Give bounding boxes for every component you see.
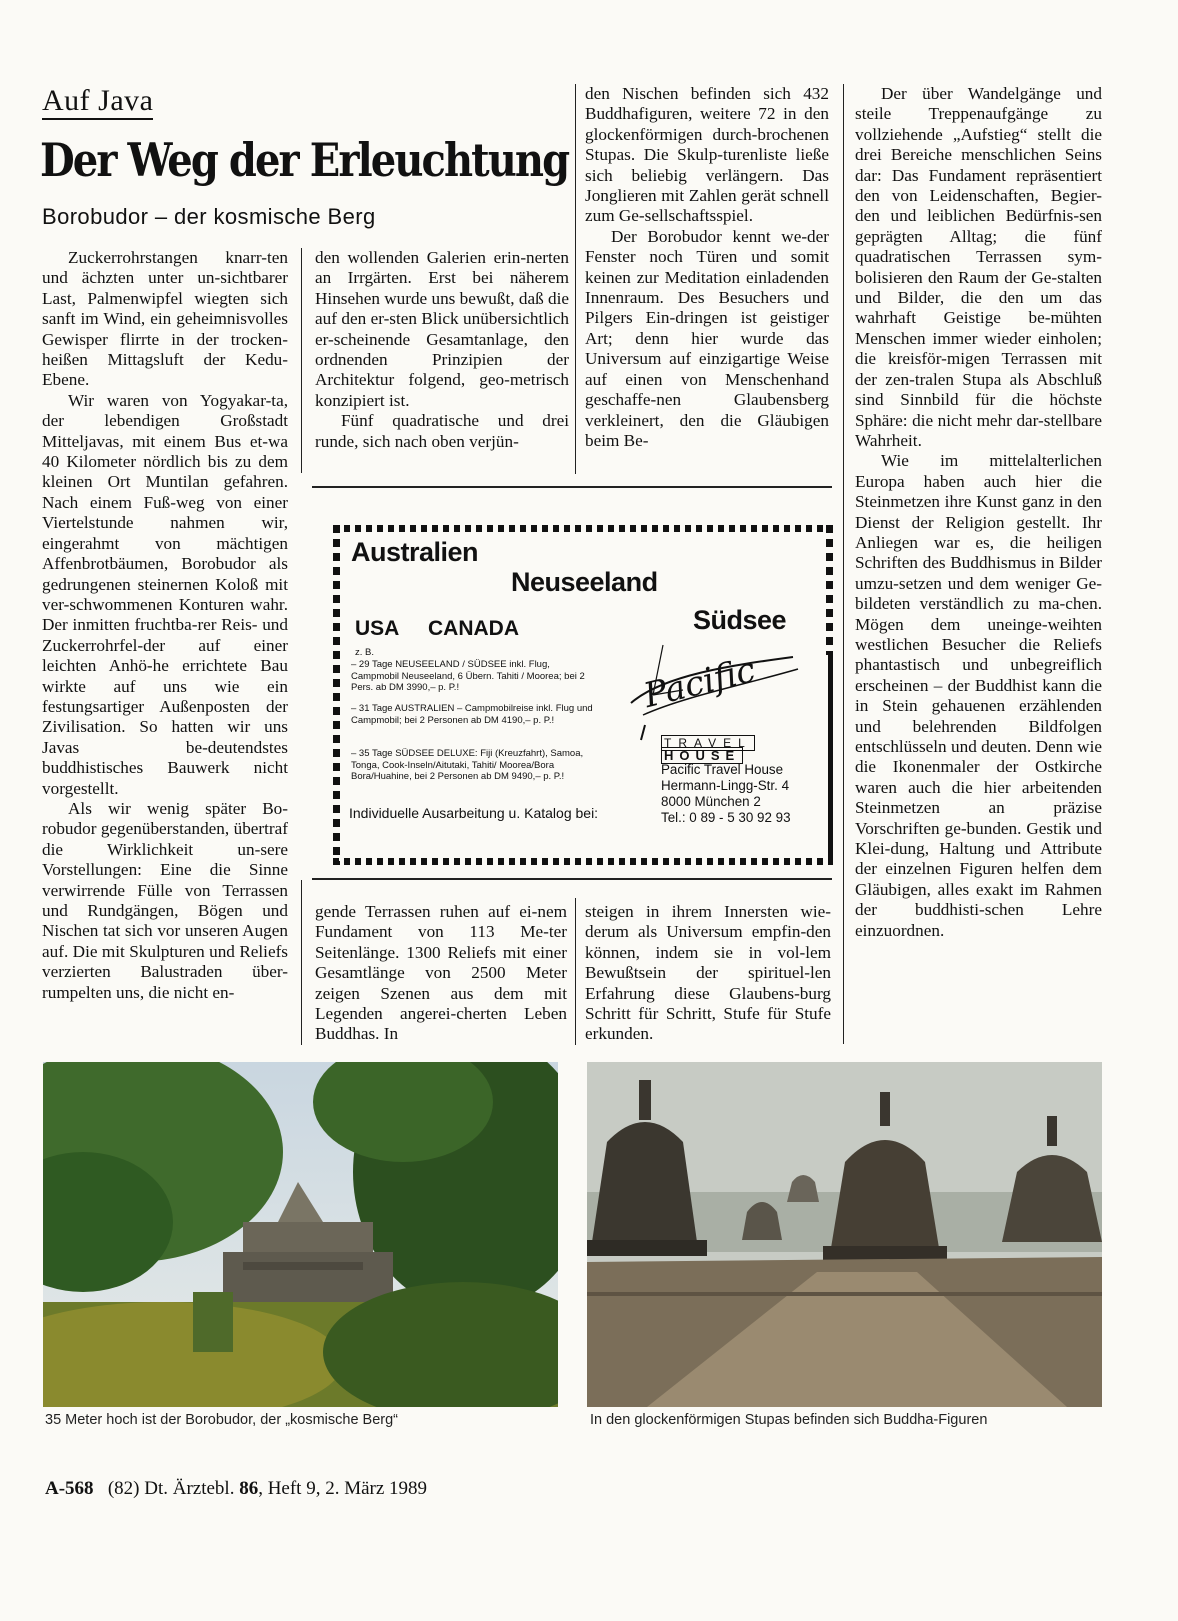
paragraph: den wollenden Galerien erin-nerten an Irrgärten. Erst bei näherem Hinsehen wurde uns bewußt, daß die auf den er-sten Blick unübersichtlich er-scheinende Gesamtanlage, den ordnenden Prinzipien der Architektur folgend, geo-metrisch konzipiert ist. xyxy=(315,248,569,410)
ad-border-left xyxy=(333,525,340,865)
headline: Der Weg der Erleuchtung xyxy=(40,133,569,187)
photo-borobudor-jungle xyxy=(43,1062,558,1407)
column-1 xyxy=(42,248,288,1048)
ad-destination-usa: USA xyxy=(355,617,400,640)
paragraph: Als wir wenig später Bo-robudor gegenüberstanden, übertraf die Wirklichkeit un-sere Vorstellungen: Eine die Sinne verwirrende Fülle von Terrassen und Rundgängen, Bögen und Nischen tat sich vor unseren Augen auf. Die mit Skulpturen und Reliefs verzierten Balustraden über-rumpelten uns, die nicht en- xyxy=(42,798,288,1002)
ad-zb: z. B. xyxy=(355,647,375,658)
paragraph: Der Borobudor kennt we-der Fenster noch Türen und somit keinen zur Meditation einladenden Innenraum. Des Besuchers und Pilgers Ein-dringen ist geistiger Art; denn hier wurde das Universum auf einzigartige Weise auf einen von Menschenhand geschaffe-nen Glaubensberg verkleinert, den die Gläubigen beim Be- xyxy=(585,226,829,450)
subheadline: Borobudor – der kosmische Berg xyxy=(42,204,376,229)
pacific-travel-house-logo xyxy=(623,635,803,745)
paragraph: Wie im mittelalterlichen Europa haben auch hier die Steinmetzen ihre Kunst ganz in den Dienst der Religion gestellt. Ihr Anliegen war es, die heiligen Schriften des Buddhismus in Bilder umzu-setzen und dem weniger Ge-bildeten verständlich zu ma-chen. Mögen dem uneinge-weihten westlichen Besucher die Reliefs phantastisch und unbegreiflich erscheinen – der Buddhist kann die in Stein gehauenen erzählenden und belehrenden Bildfolgen entschlüsseln und deuten. Denn wie die Ikonenmaler der Ostkirche waren auch die hier arbeitenden Steinmetzen an präzise Vorschriften ge-bunden. Gestik und Klei-dung, Haltung und Attribute der einzelnen Figuren helfen dem Gläubigen, alles exakt im Rahmen der buddhisti-schen Lehre einzuordnen. xyxy=(855,451,1102,940)
column-divider xyxy=(301,880,302,1045)
paragraph: Zuckerrohrstangen knarr-ten und ächzten unter un-sichtbarer Last, Palmenwipfel wiegten sich sanft im Wind, ein geheimnisvolles Gewisper flirrte in der trocken-heißen Mittagsluft der Kedu-Ebene. xyxy=(42,248,288,390)
logo-travel-text: TRAVEL xyxy=(661,735,755,751)
citation-post: , Heft 9, 2. März 1989 xyxy=(258,1478,428,1499)
logo-script-text: Pacific xyxy=(639,649,760,717)
borobudor-jungle-image-icon xyxy=(43,1062,558,1407)
ad-offer-2: – 31 Tage AUSTRALIEN – Campmobilreise inkl. Flug und Campmobil; bei 2 Personen ab DM 4190,– p. P.! xyxy=(351,703,593,726)
ad-border-bottom xyxy=(333,858,833,865)
ad-destination-suedsee: Südsee xyxy=(693,605,787,635)
column-3-top xyxy=(585,84,829,476)
ad-address-phone: Tel.: 0 89 - 5 30 92 93 xyxy=(661,810,791,825)
page-footer xyxy=(45,1478,427,1500)
ad-address-city: 8000 München 2 xyxy=(661,794,761,809)
column-2-top xyxy=(315,248,569,473)
travel-advertisement xyxy=(333,525,833,865)
paragraph: Fünf quadratische und drei runde, sich nach oben verjün- xyxy=(315,411,569,451)
logo-house-text: HOUSE xyxy=(661,747,743,764)
stupas-image-icon xyxy=(587,1062,1102,1407)
column-divider xyxy=(301,248,302,473)
ad-destination-australien: Australien xyxy=(351,537,479,567)
ad-border-right xyxy=(826,525,833,655)
ad-address-street: Hermann-Lingg-Str. 4 xyxy=(661,778,790,793)
paragraph: gende Terrassen ruhen auf ei-nem Fundament von 113 Me-ter Seitenlänge. 1300 Reliefs mit einer Gesamtlänge von 2500 Meter zeigen Szenen aus dem mit Legenden angerei-cherten Leben Buddhas. In xyxy=(315,902,567,1044)
ad-destination-neuseeland: Neuseeland xyxy=(511,567,658,597)
column-4 xyxy=(855,84,1102,1044)
ad-destination-canada: CANADA xyxy=(428,617,519,640)
caption-right: In den glockenförmigen Stupas befinden sich Buddha-Figuren xyxy=(590,1412,988,1428)
ad-footer-text: Individuelle Ausarbeitung u. Katalog bei: xyxy=(349,805,599,821)
paragraph: Der über Wandelgänge und steile Treppenaufgänge zu vollziehende „Aufstieg“ stellt die drei Bereiche menschlichen Seins dar: Das Fundament repräsentiert den von Leidenschaften, Begier-den und leiblichen Bedürfnis-sen geprägten Alltag; die fünf quadratischen Terrassen sym-bolisieren den Raum der Ge-stalten und Bilder, die den um das wahrhaft Geistige be-mühten Menschen immer wieder einholen; die kreisför-migen Terrassen mit der zen-tralen Stupa als Abschluß sind Sinnbild für die höchste Sphäre: die nicht mehr dar-stellbare Wahrheit. xyxy=(855,84,1102,450)
ad-border-top xyxy=(333,525,833,532)
column-divider xyxy=(575,84,576,474)
ad-offer-1: – 29 Tage NEUSEELAND / SÜDSEE inkl. Flug, Campmobil Neuseeland, 6 Übern. Tahiti / Moorea; bei 2 Pers. ab DM 3990,– p. P.! xyxy=(351,659,585,693)
column-3-bottom xyxy=(585,902,831,1044)
paragraph: steigen in ihrem Innersten wie-derum als Universum empfin-den können, indem sie in vol-lem Bewußtsein der spirituel-len Erfahrung diese Glaubens-burg Schritt für Schritt, Stufe für Stufe erkunden. xyxy=(585,902,831,1044)
paragraph: den Nischen befinden sich 432 Buddhafiguren, weitere 72 in den glockenförmigen durch-brochenen Stupas. Die Skulp-turenliste ließe sich beliebig verlängern. Das Jonglieren mit Zahlen gerät schnell zum Ge-sellschaftsspiel. xyxy=(585,84,829,226)
column-2-bottom xyxy=(315,902,567,1044)
paragraph: Wir waren von Yogyakar-ta, der lebendigen Großstadt Mitteljavas, mit einem Bus et-wa 40 Kilometer nördlich bis zu dem kleinen Ort Muntilan gefahren. Nach einem Fuß-weg von einer Viertelstunde nahmen wir, eingerahmt von mächtigen Affenbrotbäumen, Borobudor als gedrungenen steinernen Koloß mit ver-schwommenen Konturen wahr. Der inmitten fruchtba-rer Reis- und Zuckerrohrfel-der auf einer leichten Anhö-he errichtete Bau wirkte auf uns wie ein festungsartiger Außenposten der Zivilisation. So hatten wir uns Javas be-deutendstes buddhistisches Bauwerk nicht vorgestellt. xyxy=(42,390,288,798)
ad-rule-top xyxy=(312,486,832,488)
ad-address-name: Pacific Travel House xyxy=(661,762,784,777)
citation-pre: (82) Dt. Ärztebl. xyxy=(107,1478,235,1499)
volume: 86 xyxy=(239,1478,259,1499)
caption-left: 35 Meter hoch ist der Borobudor, der „kosmische Berg“ xyxy=(45,1412,398,1428)
ad-border-right-solid xyxy=(828,655,833,865)
column-divider xyxy=(575,898,576,1045)
photo-stupas xyxy=(587,1062,1102,1407)
kicker: Auf Java xyxy=(42,84,153,120)
ad-rule-bottom xyxy=(312,878,832,880)
ad-offer-3: – 35 Tage SÜDSEE DELUXE: Fiji (Kreuzfahrt), Samoa, Tonga, Cook-Inseln/Aitutaki, Tahiti/ Moorea/Bora Bora/Huahine, bei 2 Personen ab DM 9490,– p. P.! xyxy=(351,748,584,782)
page-code: A-568 xyxy=(45,1478,94,1499)
column-divider xyxy=(843,84,844,1044)
